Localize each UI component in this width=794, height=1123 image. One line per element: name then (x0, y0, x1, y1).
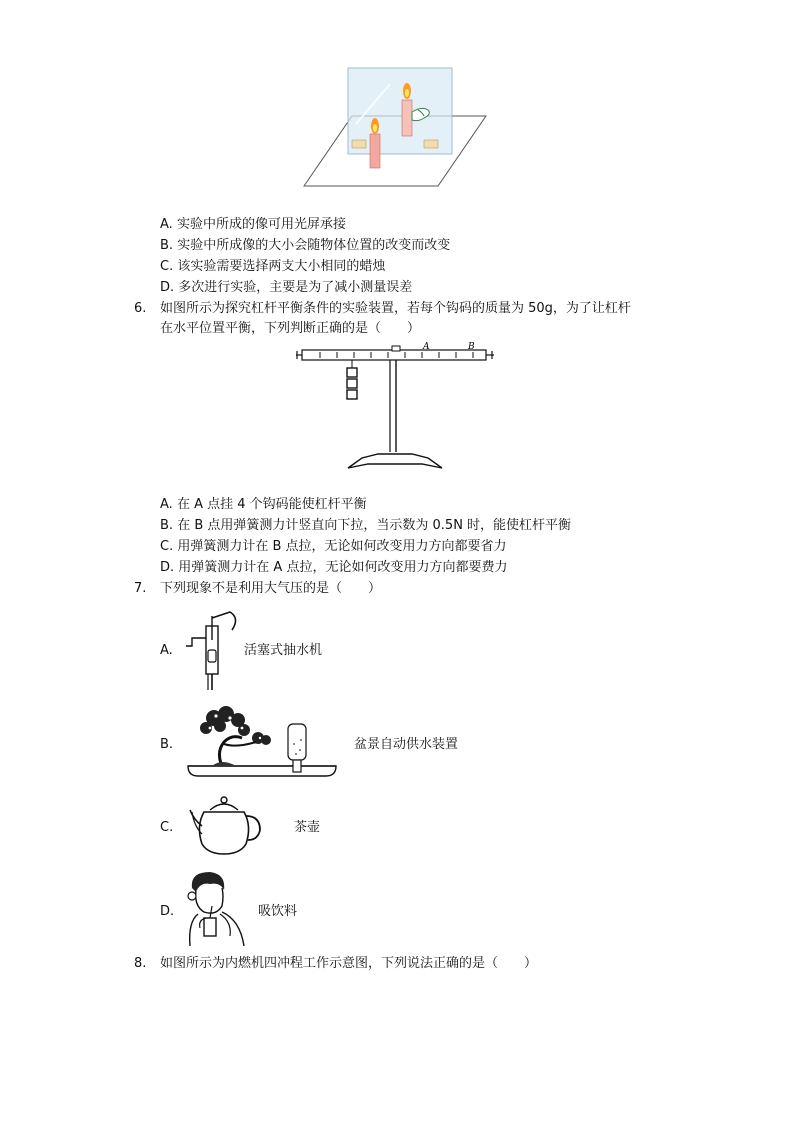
q6-option-a: A. 在 A 点挂 4 个钩码能使杠杆平衡 (160, 497, 367, 512)
lever-label-b: B (468, 342, 475, 352)
q6-stem-line2: 在水平位置平衡，下列判断正确的是（ ） (160, 321, 421, 336)
drinking-straw-boy-icon (180, 870, 248, 946)
mirror-candle-figure (300, 64, 490, 190)
q8-stem: 如图所示为内燃机四冲程工作示意图，下列说法正确的是（ ） (160, 956, 538, 971)
lever-figure (292, 340, 498, 472)
teapot-icon (190, 796, 264, 856)
q7-option-c-letter: C. (160, 820, 174, 835)
q8-number: 8. (134, 956, 147, 971)
q7-stem: 下列现象不是利用大气压的是（ ） (160, 581, 382, 596)
bonsai-water-supply-icon (186, 704, 338, 780)
q6-option-b: B. 在 B 点用弹簧测力计竖直向下拉，当示数为 0.5N 时，能使杠杆平衡 (160, 518, 572, 533)
q7-number: 7. (134, 581, 147, 596)
q7-option-b-caption: 盆景自动供水装置 (354, 737, 459, 752)
q5-option-c: C. 该实验需要选择两支大小相同的蜡烛 (160, 259, 386, 274)
q5-option-b: B. 实验中所成像的大小会随物体位置的改变而改变 (160, 238, 451, 253)
lever-label-a: A (423, 342, 430, 352)
q7-option-a-letter: A. (160, 643, 173, 658)
q6-stem-line1: 如图所示为探究杠杆平衡条件的实验装置，若每个钩码的质量为 50g，为了让杠杆 (160, 301, 631, 316)
q7-option-a-caption: 活塞式抽水机 (244, 643, 323, 658)
q6-option-c: C. 用弹簧测力计在 B 点拉，无论如何改变用力方向都要省力 (160, 539, 507, 554)
q7-option-d-caption: 吸饮料 (258, 904, 298, 919)
q7-option-b-letter: B. (160, 737, 174, 752)
q5-option-d: D. 多次进行实验，主要是为了减小测量误差 (160, 280, 413, 295)
piston-pump-icon (186, 610, 240, 692)
q6-option-d: D. 用弹簧测力计在 A 点拉，无论如何改变用力方向都要费力 (160, 560, 508, 575)
q6-number: 6. (134, 301, 147, 316)
q7-option-d-letter: D. (160, 904, 175, 919)
q7-option-c-caption: 茶壶 (294, 820, 321, 835)
q5-option-a: A. 实验中所成的像可用光屏承接 (160, 217, 346, 232)
